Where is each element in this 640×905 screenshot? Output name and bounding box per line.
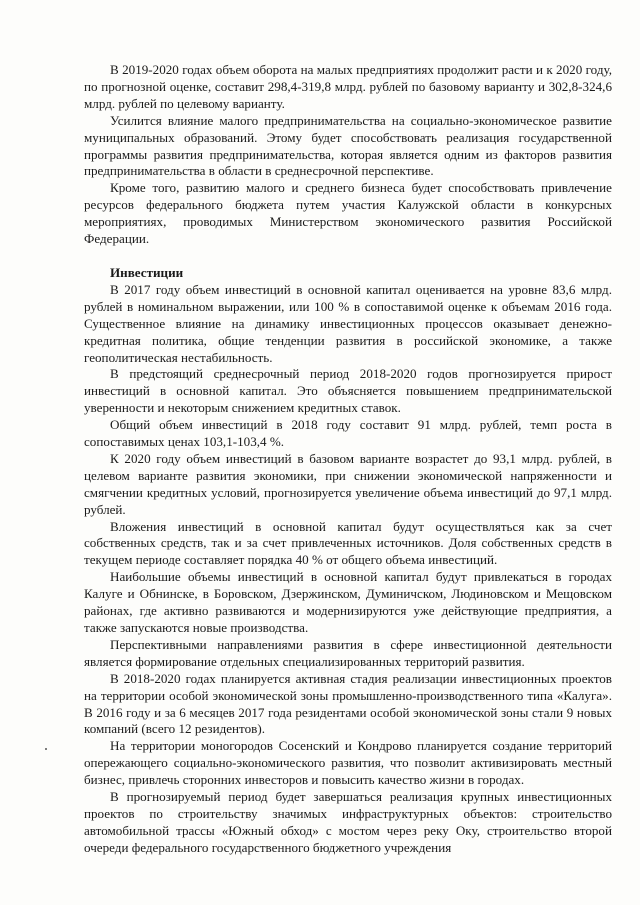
paragraph-special-economic-zone: В 2018-2020 годах планируется активная стадия реализации инвестиционных проектов на территории особой экономической зоны промышленно-производственного типа «Калуга». В 2016 году и за 6 месяцев 2017 года резидентами особой экономической зоны стали 9 новых компаний (всего 12 резидентов). xyxy=(84,670,612,737)
paragraph-investments-2017: В 2017 году объем инвестиций в основной капитал оценивается на уровне 83,6 млрд. рублей в номинальном выражении, или 100 % в сопоставимой оценке к объемам 2016 года. Существенное влияние на динамику инвестиционных процессов оказывает денежно-кредитная политика, общие тенденции развития в российской экономике, а также геополитическая нестабильность. xyxy=(84,281,612,365)
paragraph-investments-2018: Общий объем инвестиций в 2018 году составит 91 млрд. рублей, темп роста в сопоставимых ценах 103,1-103,4 %. xyxy=(84,417,612,450)
paragraph-investments-growth-forecast: В предстоящий среднесрочный период 2018-2020 годов прогнозируется прирост инвестиций в основной капитал. Это объясняется повышением предпринимательской уверенности и некоторым снижением кредитных ставок. xyxy=(84,366,612,416)
scan-speck xyxy=(45,748,47,750)
section-spacer xyxy=(84,248,612,265)
paragraph-federal-budget-resources: Кроме того, развитию малого и среднего бизнеса будет способствовать привлечение ресурсов федерального бюджета путем участия Калужской области в конкурсных мероприятиях, проводимых Министерством экономического развития Российской Федерации. xyxy=(84,180,612,247)
paragraph-small-business-influence: Усилится влияние малого предпринимательства на социально-экономическое развитие муниципальных образований. Этому будет способствовать реализация государственной программы развития предпринимательства, которая является одним из факторов развития предпринимательства в области в среднесрочной перспективе. xyxy=(84,112,612,179)
paragraph-development-territories: Перспективными направлениями развития в сфере инвестиционной деятельности является формирование отдельных специализированных территорий развития. xyxy=(84,636,612,669)
paragraph-investments-2020: К 2020 году объем инвестиций в базовом варианте возрастет до 93,1 млрд. рублей, в целевом варианте развития экономики, при снижении экономической напряженности и смягчении кредитных условий, прогнозируется увеличение объема инвестиций до 97,1 млрд. рублей. xyxy=(84,450,612,517)
paragraph-investment-regions: Наибольшие объемы инвестиций в основной капитал будут привлекаться в городах Калуге и Обнинске, в Боровском, Дзержинском, Думиничском, Людиновском и Мещовском районах, где активно развиваются и модернизируются уже действующие предприятия, а также запускаются новые производства. xyxy=(84,569,612,635)
paragraph-investment-sources: Вложения инвестиций в основной капитал будут осуществляться как за счет собственных средств, так и за счет привлеченных источников. Доля собственных средств в текущем периоде составляет порядка 40 % от общего объема инвестиций. xyxy=(84,518,612,568)
section-heading-investments: Инвестиции xyxy=(110,264,184,280)
paragraph-monotowns: На территории моногородов Сосенский и Кондрово планируется создание территорий опережающего социально-экономического развития, что позволит активизировать местный бизнес, привлечь сторонних инвесторов и повысить качество жизни в городах. xyxy=(84,738,612,788)
document-body xyxy=(84,62,612,857)
paragraph-small-business-turnover: В 2019-2020 годах объем оборота на малых предприятиях продолжит расти и к 2020 году, по прогнозной оценке, составит 298,4-319,8 млрд. рублей по базовому варианту и 302,8-324,6 млрд. рублей по целевому варианту. xyxy=(84,62,612,111)
paragraph-infrastructure-projects: В прогнозируемый период будет завершаться реализация крупных инвестиционных проектов по строительству значимых инфраструктурных объектов: строительство автомобильной трассы «Южный обход» с мостом через реку Оку, строительство второй очереди федерального государственного бюджетного учреждения xyxy=(84,789,612,855)
